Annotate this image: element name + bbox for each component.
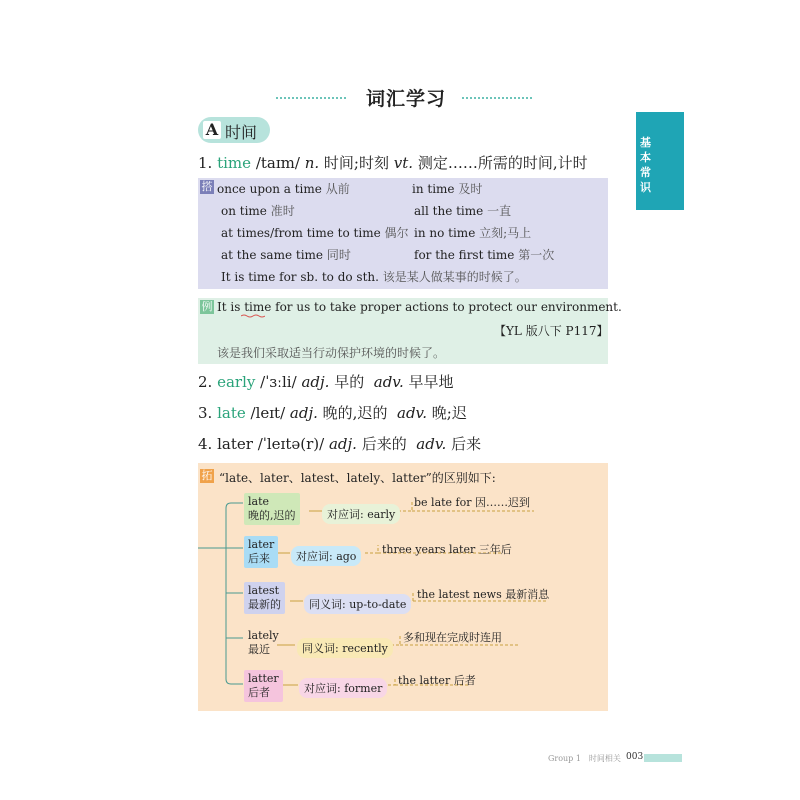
phrase-item: at times/from time to time 偶尔 — [221, 226, 409, 240]
entry-definition: 后来 — [451, 435, 482, 453]
entry-definition: 晚;迟 — [431, 404, 467, 422]
example-source: 【YL 版八下 P117】 — [494, 324, 609, 338]
entry-phonetic: /taɪm/ — [255, 154, 300, 172]
example-sentence: It is time for us to take proper actions to protect our environment. — [217, 300, 622, 314]
entry-number: 3. — [198, 404, 213, 422]
vocab-entry — [198, 371, 454, 392]
wavy-underline — [241, 314, 265, 318]
entry-pos: adv. — [373, 373, 404, 391]
entry-pos: adv. — [397, 404, 428, 422]
tree-relation: 对应词: former — [299, 678, 387, 698]
tree-word-node: latter 后者 — [244, 670, 283, 702]
tree-relation: 同义词: up-to-date — [304, 594, 411, 614]
entry-definition: 晚的,迟的 — [322, 404, 388, 422]
phrase-box — [198, 178, 608, 289]
vocab-entry — [198, 402, 467, 423]
tree-example: three years later 三年后 — [382, 543, 512, 556]
tree-example: be late for 因……迟到 — [414, 496, 530, 509]
tree-relation: 对应词: ago — [291, 546, 361, 566]
entry-word: early — [217, 373, 256, 391]
entry-word: time — [217, 154, 252, 172]
tree-example: the latter 后者 — [398, 674, 476, 687]
example-box — [198, 298, 622, 364]
phrase-item: in time 及时 — [412, 182, 483, 196]
side-category-tab[interactable] — [636, 112, 684, 210]
tree-word-node: later 后来 — [244, 536, 278, 568]
phrase-item: for the first time 第一次 — [414, 248, 555, 262]
side-tab-char: 常 — [640, 166, 651, 179]
tree-relation: 对应词: early — [322, 504, 400, 524]
tree-relation: 同义词: recently — [297, 638, 393, 658]
entry-phonetic: /ˈleɪtə(r)/ — [257, 435, 325, 453]
phrase-item: on time 准时 — [221, 204, 295, 218]
phrase-item: all the time 一直 — [414, 204, 512, 218]
example-badge: 例 — [201, 300, 213, 313]
phrase-item: at the same time 同时 — [221, 248, 351, 262]
entry-word: later — [217, 435, 253, 453]
title-divider-left — [276, 97, 346, 99]
side-tab-char: 基 — [640, 136, 651, 149]
entry-definition: 早的 — [334, 373, 365, 391]
entry-pos: adj. — [328, 435, 357, 453]
page-title: 词汇学习 — [366, 88, 447, 110]
entry-pos: adj. — [289, 404, 318, 422]
vocab-entry — [198, 152, 588, 173]
tree-example: 多和现在完成时连用 — [403, 631, 502, 644]
entry-pos: adv. — [416, 435, 447, 453]
entry-phonetic: /leɪt/ — [250, 404, 286, 422]
tree-word-node: latest 最新的 — [244, 582, 285, 614]
entry-pos: vt. — [393, 154, 414, 172]
phrase-item: It is time for sb. to do sth. 该是某人做某事的时候了。 — [221, 270, 527, 284]
entry-definition: 时间;时刻 — [323, 154, 389, 172]
tree-word-node: lately 最近 — [248, 629, 279, 656]
entry-pos: n. — [304, 154, 320, 172]
entry-word: late — [217, 404, 246, 422]
footer-group-label: Group 1 时间相关 — [548, 754, 621, 763]
phrase-badge: 搭 — [201, 180, 213, 193]
entry-number: 4. — [198, 435, 213, 453]
entry-number: 1. — [198, 154, 213, 172]
side-tab-char: 本 — [640, 151, 651, 164]
side-tab-char: 识 — [640, 181, 651, 194]
phrase-item: once upon a time 从前 — [217, 182, 350, 196]
entry-definition: 早早地 — [408, 373, 454, 391]
tree-example: the latest news 最新消息 — [417, 588, 550, 601]
page-number: 003 — [626, 752, 644, 762]
extension-intro: “late、later、latest、lately、latter”的区别如下: — [219, 471, 496, 485]
section-letter: A — [203, 121, 221, 139]
example-translation: 该是我们采取适当行动保护环境的时候了。 — [217, 346, 446, 360]
section-label: 时间 — [225, 123, 258, 142]
entry-pos: adj. — [301, 373, 330, 391]
entry-definition: 测定……所需的时间,计时 — [417, 154, 588, 172]
vocab-entry — [198, 433, 481, 454]
entry-definition: 后来的 — [361, 435, 407, 453]
footer-accent-bar — [644, 754, 682, 762]
tree-word-node: late 晚的,迟的 — [244, 493, 300, 525]
title-divider-right — [462, 97, 532, 99]
entry-number: 2. — [198, 373, 213, 391]
entry-phonetic: /ˈɜːli/ — [260, 373, 297, 391]
phrase-item: in no time 立刻;马上 — [414, 226, 532, 240]
extension-badge: 拓 — [201, 469, 213, 482]
